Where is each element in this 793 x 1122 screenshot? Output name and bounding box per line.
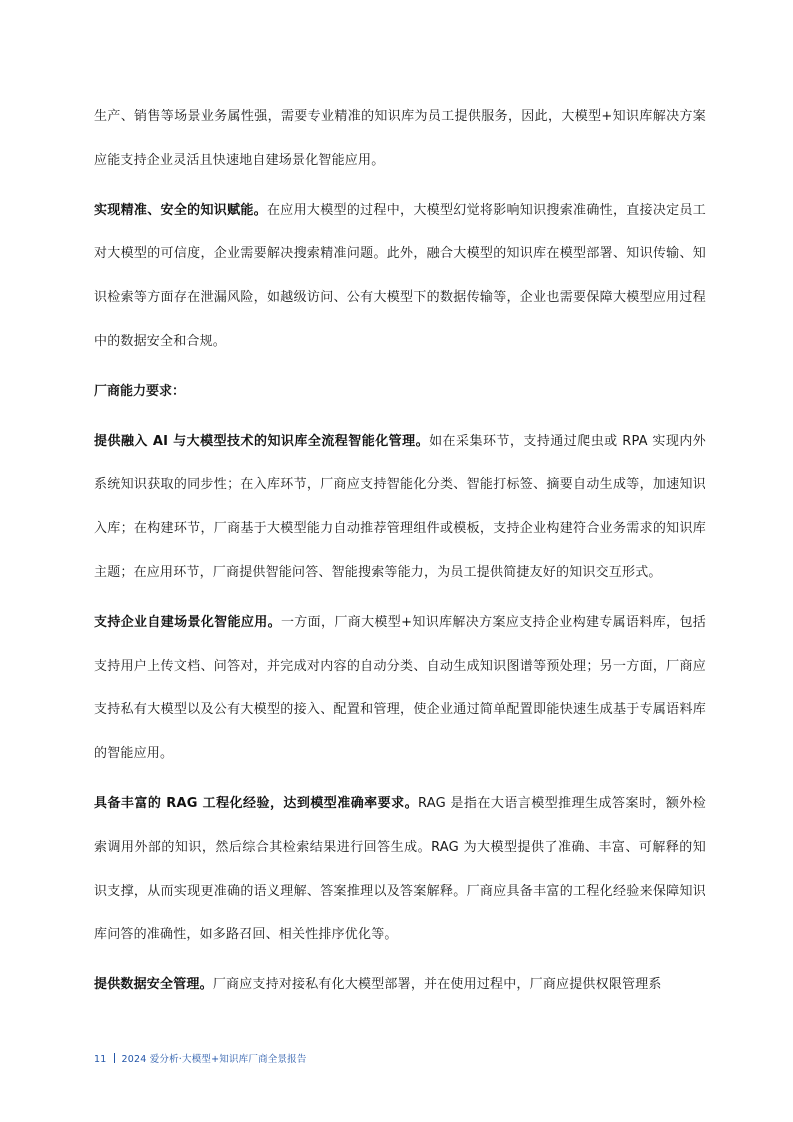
requirement-3 bbox=[94, 782, 706, 957]
footer-separator bbox=[114, 1053, 115, 1063]
paragraph-1-text: 生产、销售等场景业务属性强，需要专业精准的知识库为员工提供服务，因此，大模型+知识库解决方案应能支持企业灵活且快速地自建场景化智能应用。 bbox=[94, 109, 706, 168]
section-heading: 厂商能力要求： bbox=[94, 383, 186, 399]
requirement-1-text: 如在采集环节，支持通过爬虫或 RPA 实现内外系统知识获取的同步性；在入库环节，厂商应支持智能化分类、智能打标签、摘要自动生成等，加速知识入库；在构建环节，厂商基于大模型能力自动推荐管理组件或模板，支持企业构建符合业务需求的知识库主题；在应用环节，厂商提供智能问答、智能搜索等能力，为员工提供简捷友好的知识交互形式。 bbox=[94, 433, 706, 580]
requirement-4-text: 厂商应支持对接私有化大模型部署，并在使用过程中，厂商应提供权限管理系 bbox=[212, 977, 662, 993]
report-title: 2024 爱分析·大模型+知识库厂商全景报告 bbox=[121, 1054, 307, 1065]
paragraph-1 bbox=[94, 95, 706, 183]
requirement-4 bbox=[94, 963, 706, 1007]
page-footer bbox=[94, 1051, 307, 1065]
requirement-1-lead: 提供融入 AI 与大模型技术的知识库全流程智能化管理。 bbox=[94, 433, 430, 449]
document-body bbox=[94, 95, 706, 1007]
requirement-2-text: 一方面，厂商大模型+知识库解决方案应支持企业构建专属语料库，包括支持用户上传文档、问答对，并完成对内容的自动分类、自动生成知识图谱等预处理；另一方面，厂商应支持私有大模型以及公有大模型的接入、配置和管理，使企业通过简单配置即能快速生成基于专属语料库的智能应用。 bbox=[94, 614, 706, 762]
requirement-3-text: RAG 是指在大语言模型推理生成答案时，额外检索调用外部的知识，然后综合其检索结果进行回答生成。RAG 为大模型提供了准确、丰富、可解释的知识支撑，从而实现更准确的语义理解、答案推理以及答案解释。厂商应具备丰富的工程化经验来保障知识库问答的准确性，如多路召回、相关性排序优化等。 bbox=[94, 795, 706, 943]
requirement-1 bbox=[94, 420, 706, 595]
requirement-2-lead: 支持企业自建场景化智能应用。 bbox=[94, 614, 281, 630]
paragraph-2-lead: 实现精准、安全的知识赋能。 bbox=[94, 202, 267, 218]
requirement-4-lead: 提供数据安全管理。 bbox=[94, 977, 213, 993]
paragraph-2-text: 在应用大模型的过程中，大模型幻觉将影响知识搜索准确性，直接决定员工对大模型的可信度，企业需要解决搜索精准问题。此外，融合大模型的知识库在模型部署、知识传输、知识检索等方面存在泄漏风险，如越级访问、公有大模型下的数据传输等，企业也需要保障大模型应用过程中的数据安全和合规。 bbox=[94, 202, 706, 349]
requirement-3-lead: 具备丰富的 RAG 工程化经验，达到模型准确率要求。 bbox=[94, 795, 419, 811]
paragraph-2 bbox=[94, 189, 706, 364]
page-number: 11 bbox=[94, 1054, 107, 1065]
requirement-2 bbox=[94, 601, 706, 776]
